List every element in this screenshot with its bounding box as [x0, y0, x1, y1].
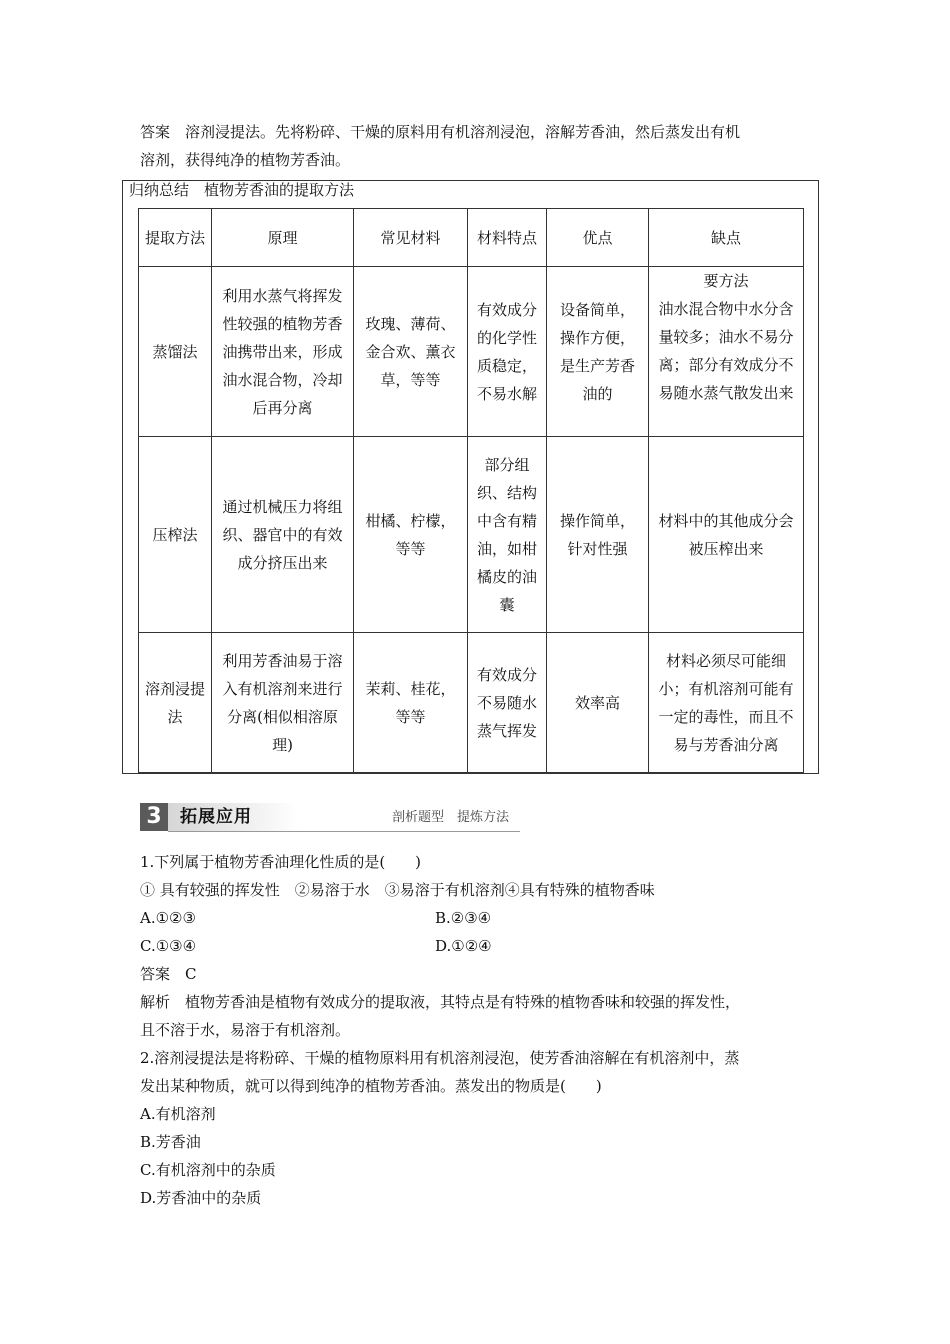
intro-answer-line2: 溶剂，获得纯净的植物芳香油。: [140, 151, 351, 169]
cons-cell: [649, 267, 804, 437]
features-cell: 有效成分的化学性质稳定，不易水解: [468, 267, 547, 437]
q1-analysis: [140, 988, 820, 1016]
table-row: [139, 437, 804, 633]
method-cell: 溶剂浸提法: [139, 633, 212, 773]
method-cell: 蒸馏法: [139, 267, 212, 437]
cons-cell: 材料中的其他成分会被压榨出来: [649, 437, 804, 633]
q2-option-c: C.有机溶剂中的杂质: [140, 1161, 276, 1179]
q1-analysis-line2: 且不溶于水，易溶于有机溶剂。: [140, 1021, 351, 1039]
header-principle: 原理: [212, 209, 354, 267]
section-title: 拓展应用: [180, 807, 252, 827]
extraction-methods-table: [138, 208, 804, 773]
answer-text-line1: 溶剂浸提法。先将粉碎、干燥的原料用有机溶剂浸泡，溶解芳香油，然后蒸发出有机: [185, 123, 741, 141]
section-number: 3: [140, 803, 168, 831]
q2-option-b: B.芳香油: [140, 1133, 201, 1151]
header-cons: 缺点: [649, 209, 804, 267]
q1-items: ① 具有较强的挥发性 ②易溶于水 ③易溶于有机溶剂④具有特殊的植物香味: [140, 881, 655, 899]
header-features: 材料特点: [468, 209, 547, 267]
q2-option-a: A.有机溶剂: [140, 1105, 216, 1123]
principle-cell: 利用水蒸气将挥发性较强的植物芳香油携带出来，形成油水混合物，冷却后再分离: [212, 267, 354, 437]
q1-answer: [140, 960, 820, 988]
intro-answer: [140, 118, 820, 146]
header-method: 提取方法: [139, 209, 212, 267]
cons-top-text: 要方法: [703, 272, 749, 290]
q1-answer-value: C: [185, 965, 197, 983]
table-header-row: [139, 209, 804, 267]
q2-stem-line2: 发出某种物质，就可以得到纯净的植物芳香油。蒸发出的物质是( ): [140, 1077, 602, 1095]
features-cell: 有效成分不易随水蒸气挥发: [468, 633, 547, 773]
materials-cell: 柑橘、柠檬，等等: [354, 437, 468, 633]
q1-analysis-line1: 植物芳香油是植物有效成分的提取液，其特点是有特殊的植物香味和较强的挥发性，: [185, 993, 741, 1011]
pros-cell: 设备简单，操作方便，是生产芳香油的: [547, 267, 649, 437]
summary-title: 归纳总结 植物芳香油的提取方法: [129, 181, 355, 199]
principle-cell: 利用芳香油易于溶入有机溶剂来进行分离(相似相溶原理): [212, 633, 354, 773]
q2-option-d: D.芳香油中的杂质: [140, 1189, 262, 1207]
section-header: [140, 802, 520, 832]
method-cell: 压榨法: [139, 437, 212, 633]
cons-cell: 材料必须尽可能细小；有机溶剂可能有一定的毒性，而且不易与芳香油分离: [649, 633, 804, 773]
features-cell: 部分组织、结构中含有精油，如柑橘皮的油囊: [468, 437, 547, 633]
section-subtitle: 剖析题型 提炼方法: [392, 810, 510, 825]
pros-cell: 效率高: [547, 633, 649, 773]
table-row: [139, 633, 804, 773]
q1-option-a: A.①②③: [140, 909, 196, 927]
cons-text: 油水混合物中水分含量较多；油水不易分离；部分有效成分不易随水蒸气散发出来: [658, 300, 794, 402]
materials-cell: 茉莉、桂花，等等: [354, 633, 468, 773]
answer-label: 答案: [140, 123, 171, 141]
q1-stem: 1.下列属于植物芳香油理化性质的是( ): [140, 853, 422, 871]
q1-option-d: D.①②④: [435, 937, 492, 955]
principle-cell: 通过机械压力将组织、器官中的有效成分挤压出来: [212, 437, 354, 633]
section-underline: [168, 831, 520, 832]
header-materials: 常见材料: [354, 209, 468, 267]
q1-answer-label: 答案: [140, 965, 171, 983]
materials-cell: 玫瑰、薄荷、金合欢、薰衣草，等等: [354, 267, 468, 437]
table-row: [139, 267, 804, 437]
q1-option-b: B.②③④: [435, 909, 492, 927]
header-pros: 优点: [547, 209, 649, 267]
q1-option-c: C.①③④: [140, 937, 197, 955]
q1-analysis-label: 解析: [140, 993, 171, 1011]
q2-stem-line1: 2.溶剂浸提法是将粉碎、干燥的植物原料用有机溶剂浸泡，使芳香油溶解在有机溶剂中，蒸: [140, 1049, 740, 1067]
pros-cell: 操作简单，针对性强: [547, 437, 649, 633]
